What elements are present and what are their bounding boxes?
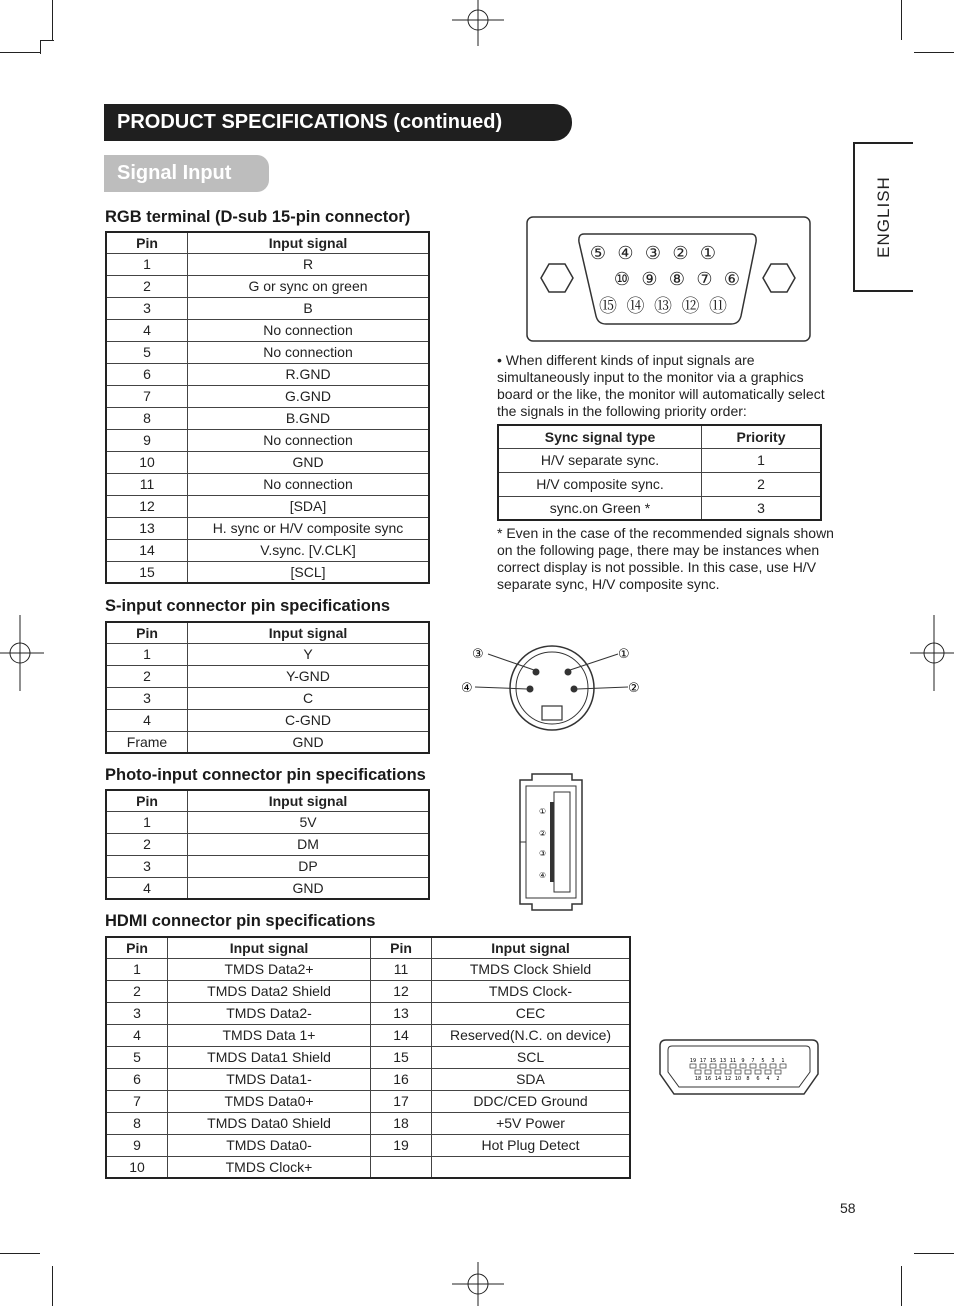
table-cell: Hot Plug Detect xyxy=(432,1134,631,1156)
hdmi-pin xyxy=(720,1064,726,1068)
table-cell: No connection xyxy=(188,429,430,451)
sinput-pin-table xyxy=(105,621,430,754)
table-cell: 5 xyxy=(106,1046,168,1068)
table-cell: G.GND xyxy=(188,385,430,407)
dsub-pin-label: ② xyxy=(672,243,689,264)
table-cell: 2 xyxy=(106,833,188,855)
hdmi-pin xyxy=(765,1070,771,1074)
hdmi-pin-label: 8 xyxy=(746,1076,750,1082)
table-cell: 1 xyxy=(702,448,822,472)
table-cell: C xyxy=(188,687,430,709)
sinput-label-3: ③ xyxy=(472,647,484,662)
hdmi-pin xyxy=(715,1070,721,1074)
hdmi-pin xyxy=(705,1070,711,1074)
hdmi-pin xyxy=(755,1070,761,1074)
table-cell: 3 xyxy=(106,687,188,709)
dsub-pin-label: ⑧ xyxy=(668,269,686,290)
table-cell: 9 xyxy=(106,429,188,451)
col-pin-header: Pin xyxy=(106,622,188,643)
table-cell: 6 xyxy=(106,363,188,385)
table-cell: H/V composite sync. xyxy=(498,472,702,496)
table-cell: TMDS Data2- xyxy=(168,1002,371,1024)
dsub-pin-label: ⑭ xyxy=(626,296,645,317)
registration-mark-bottom xyxy=(452,1262,504,1306)
table-cell: R.GND xyxy=(188,363,430,385)
table-cell: +5V Power xyxy=(432,1112,631,1134)
photo-label-4: ④ xyxy=(539,871,547,880)
table-cell: G or sync on green xyxy=(188,275,430,297)
table-cell: DM xyxy=(188,833,430,855)
col-pin-header: Pin xyxy=(106,790,188,811)
table-cell: H. sync or H/V composite sync xyxy=(188,517,430,539)
photo-label-2: ② xyxy=(539,829,547,838)
table-row xyxy=(106,709,429,731)
hdmi-pin xyxy=(690,1064,696,1068)
svideo-connector-diagram xyxy=(458,640,648,735)
hdmi-pin-label: 15 xyxy=(709,1058,717,1064)
table-row xyxy=(106,429,429,451)
priority-table xyxy=(497,424,822,521)
table-row xyxy=(106,1112,630,1134)
dsub-pin-label: ⑫ xyxy=(681,296,700,317)
table-cell: GND xyxy=(188,877,430,899)
photo-label-3: ③ xyxy=(539,849,547,858)
hdmi-pin xyxy=(740,1064,746,1068)
table-row xyxy=(106,980,630,1002)
hdmi-pin xyxy=(745,1070,751,1074)
table-cell: 4 xyxy=(106,319,188,341)
table-cell: 14 xyxy=(106,539,188,561)
table-cell: 2 xyxy=(702,472,822,496)
table-row xyxy=(106,687,429,709)
table-row xyxy=(498,472,821,496)
table-row xyxy=(106,341,429,363)
table-cell: C-GND xyxy=(188,709,430,731)
table-cell: DP xyxy=(188,855,430,877)
table-row xyxy=(106,1068,630,1090)
table-cell: 13 xyxy=(371,1002,432,1024)
table-cell: TMDS Data1 Shield xyxy=(168,1046,371,1068)
table-cell: 19 xyxy=(371,1134,432,1156)
table-row xyxy=(106,731,429,753)
sinput-label-2: ② xyxy=(628,681,640,696)
sinput-heading: S-input connector pin specifications xyxy=(105,597,391,615)
table-row xyxy=(106,253,429,275)
hdmi-pin-label: 9 xyxy=(741,1058,745,1064)
table-row xyxy=(106,363,429,385)
photo-pin-table xyxy=(105,789,430,900)
table-cell: 4 xyxy=(106,1024,168,1046)
table-cell: 3 xyxy=(702,496,822,520)
language-tab xyxy=(853,142,913,292)
table-row xyxy=(106,561,429,583)
hdmi-pin xyxy=(730,1064,736,1068)
hdmi-pin-label: 2 xyxy=(776,1076,780,1082)
rgb-heading: RGB terminal (D-sub 15-pin connector) xyxy=(105,208,411,226)
hdmi-pin-label: 14 xyxy=(714,1076,722,1082)
hdmi-pin-label: 11 xyxy=(729,1058,737,1064)
table-cell: R xyxy=(188,253,430,275)
table-cell: 5 xyxy=(106,341,188,363)
page-number: 58 xyxy=(840,1200,856,1216)
dsub-pin-label: ⑤ xyxy=(589,243,607,264)
table-cell: 6 xyxy=(106,1068,168,1090)
hdmi-pin xyxy=(695,1070,701,1074)
table-cell: TMDS Data0+ xyxy=(168,1090,371,1112)
table-cell: CEC xyxy=(432,1002,631,1024)
table-row xyxy=(106,319,429,341)
table-cell: 15 xyxy=(106,561,188,583)
hdmi-pin-table xyxy=(105,936,631,1179)
dsub-connector-diagram xyxy=(526,216,812,344)
table-cell: 1 xyxy=(106,643,188,665)
hdmi-pin-label: 10 xyxy=(734,1076,742,1082)
table-cell: 12 xyxy=(106,495,188,517)
table-cell: 3 xyxy=(106,1002,168,1024)
table-row xyxy=(106,539,429,561)
col-pin-header: Pin xyxy=(106,937,168,958)
table-cell: SDA xyxy=(432,1068,631,1090)
language-tab-label: ENGLISH xyxy=(874,176,893,258)
sinput-label-4: ④ xyxy=(461,681,473,696)
table-cell: 11 xyxy=(371,958,432,980)
page-title: PRODUCT SPECIFICATIONS (continued) xyxy=(104,104,572,141)
table-row xyxy=(106,495,429,517)
table-cell: No connection xyxy=(188,341,430,363)
table-cell: [SDA] xyxy=(188,495,430,517)
dsub-pin-label: ⑥ xyxy=(723,269,741,290)
table-cell: DDC/CED Ground xyxy=(432,1090,631,1112)
table-cell: 1 xyxy=(106,958,168,980)
table-cell: 10 xyxy=(106,1156,168,1178)
table-cell: 8 xyxy=(106,407,188,429)
table-row xyxy=(106,665,429,687)
table-cell: 2 xyxy=(106,980,168,1002)
sinput-label-1: ① xyxy=(618,647,630,662)
priority-intro: • When different kinds of input signals are simultaneously input to the monitor via a graphics board or the like, the monitor will automatically select the signals in the following priority order: xyxy=(497,352,825,419)
table-row xyxy=(106,811,429,833)
table-cell: B xyxy=(188,297,430,319)
dsub-pin-label: ① xyxy=(699,243,717,264)
table-row xyxy=(106,473,429,495)
table-cell: TMDS Data0 Shield xyxy=(168,1112,371,1134)
table-row xyxy=(106,855,429,877)
table-cell: 15 xyxy=(371,1046,432,1068)
table-cell xyxy=(371,1156,432,1178)
table-cell: TMDS Data2 Shield xyxy=(168,980,371,1002)
table-cell xyxy=(432,1156,631,1178)
table-cell: GND xyxy=(188,731,430,753)
table-cell: TMDS Clock Shield xyxy=(432,958,631,980)
hdmi-pin xyxy=(770,1064,776,1068)
table-cell: Y xyxy=(188,643,430,665)
table-cell: sync.on Green * xyxy=(498,496,702,520)
hdmi-pin-label: 6 xyxy=(756,1076,760,1082)
table-cell: 1 xyxy=(106,811,188,833)
dsub-pin-label: ⑩ xyxy=(613,269,631,290)
hdmi-heading: HDMI connector pin specifications xyxy=(105,912,376,930)
table-cell: 9 xyxy=(106,1134,168,1156)
registration-mark-top xyxy=(452,0,504,46)
table-row xyxy=(106,643,429,665)
table-row xyxy=(498,496,821,520)
table-cell: SCL xyxy=(432,1046,631,1068)
table-cell: 13 xyxy=(106,517,188,539)
hdmi-connector-diagram xyxy=(658,1038,820,1098)
table-cell: 7 xyxy=(106,385,188,407)
table-cell: 12 xyxy=(371,980,432,1002)
hdmi-pin-label: 13 xyxy=(719,1058,727,1064)
table-cell: Frame xyxy=(106,731,188,753)
hdmi-pin-label: 18 xyxy=(694,1076,702,1082)
hdmi-pin xyxy=(735,1070,741,1074)
table-row xyxy=(106,517,429,539)
table-cell: TMDS Clock- xyxy=(432,980,631,1002)
col-sync-type-header: Sync signal type xyxy=(498,425,702,448)
col-priority-header: Priority xyxy=(702,425,822,448)
hdmi-pin xyxy=(775,1070,781,1074)
table-cell: V.sync. [V.CLK] xyxy=(188,539,430,561)
table-cell: TMDS Clock+ xyxy=(168,1156,371,1178)
usb-connector-diagram xyxy=(514,772,590,912)
table-cell: No connection xyxy=(188,319,430,341)
table-cell: 10 xyxy=(106,451,188,473)
hdmi-pin-label: 17 xyxy=(699,1058,707,1064)
table-row xyxy=(106,407,429,429)
hdmi-pin-label: 4 xyxy=(766,1076,770,1082)
hdmi-pin xyxy=(780,1064,786,1068)
hdmi-pin xyxy=(700,1064,706,1068)
hdmi-pin-label: 5 xyxy=(761,1058,765,1064)
table-cell: 2 xyxy=(106,275,188,297)
table-row xyxy=(106,451,429,473)
col-signal-header: Input signal xyxy=(188,790,430,811)
dsub-pin-label: ⑬ xyxy=(654,296,672,317)
col-pin-header: Pin xyxy=(106,232,188,253)
table-row xyxy=(106,1090,630,1112)
table-cell: 11 xyxy=(106,473,188,495)
hdmi-pin-label: 3 xyxy=(771,1058,775,1064)
table-cell: 16 xyxy=(371,1068,432,1090)
table-cell: 7 xyxy=(106,1090,168,1112)
table-row xyxy=(106,1156,630,1178)
col-signal-header: Input signal xyxy=(168,937,371,958)
table-cell: 14 xyxy=(371,1024,432,1046)
dsub-pin-label: ④ xyxy=(617,243,634,264)
section-title: Signal Input xyxy=(104,155,269,192)
hdmi-pin xyxy=(750,1064,756,1068)
priority-note: * Even in the case of the recommended signals shown on the following page, there may be instances when correct display is not possible. In this case, use H/V separate sync, H/V composite sync. xyxy=(497,525,834,592)
dsub-pin-label: ⑮ xyxy=(599,296,617,317)
hdmi-pin-label: 1 xyxy=(781,1058,785,1064)
table-cell: GND xyxy=(188,451,430,473)
table-cell: 3 xyxy=(106,297,188,319)
col-signal-header-2: Input signal xyxy=(432,937,631,958)
table-cell: 18 xyxy=(371,1112,432,1134)
table-row xyxy=(106,958,630,980)
table-row xyxy=(106,1024,630,1046)
table-cell: 1 xyxy=(106,253,188,275)
table-row xyxy=(106,833,429,855)
table-cell: 2 xyxy=(106,665,188,687)
table-cell: 5V xyxy=(188,811,430,833)
table-cell: TMDS Data 1+ xyxy=(168,1024,371,1046)
table-cell: No connection xyxy=(188,473,430,495)
hdmi-pin xyxy=(760,1064,766,1068)
table-row xyxy=(106,1134,630,1156)
table-cell: Y-GND xyxy=(188,665,430,687)
table-row xyxy=(106,275,429,297)
table-row xyxy=(106,1002,630,1024)
table-row xyxy=(106,297,429,319)
table-cell: B.GND xyxy=(188,407,430,429)
table-cell: TMDS Data2+ xyxy=(168,958,371,980)
table-row xyxy=(498,448,821,472)
col-signal-header: Input signal xyxy=(188,232,430,253)
table-cell: 17 xyxy=(371,1090,432,1112)
registration-mark-right xyxy=(910,615,954,691)
hdmi-pin-label: 7 xyxy=(751,1058,755,1064)
table-row xyxy=(106,877,429,899)
col-signal-header: Input signal xyxy=(188,622,430,643)
table-cell: H/V separate sync. xyxy=(498,448,702,472)
hdmi-pin-label: 19 xyxy=(689,1058,697,1064)
registration-mark-left xyxy=(0,615,44,691)
table-cell: 3 xyxy=(106,855,188,877)
hdmi-pin xyxy=(725,1070,731,1074)
table-cell: 4 xyxy=(106,877,188,899)
dsub-pin-label: ③ xyxy=(644,243,662,264)
col-pin-header-2: Pin xyxy=(371,937,432,958)
hdmi-pin-label: 12 xyxy=(724,1076,732,1082)
dsub-pin-label: ⑪ xyxy=(709,296,727,317)
table-cell: TMDS Data1- xyxy=(168,1068,371,1090)
hdmi-pin xyxy=(710,1064,716,1068)
table-cell: Reserved(N.C. on device) xyxy=(432,1024,631,1046)
table-cell: 4 xyxy=(106,709,188,731)
table-cell: 8 xyxy=(106,1112,168,1134)
table-cell: TMDS Data0- xyxy=(168,1134,371,1156)
dsub-pin-label: ⑦ xyxy=(696,269,713,290)
photo-heading: Photo-input connector pin specifications xyxy=(105,766,426,784)
hdmi-pin-label: 16 xyxy=(704,1076,712,1082)
table-row xyxy=(106,385,429,407)
photo-label-1: ① xyxy=(539,807,547,816)
dsub-pin-label: ⑨ xyxy=(641,269,658,290)
rgb-pin-table xyxy=(105,231,430,584)
table-cell: [SCL] xyxy=(188,561,430,583)
table-row xyxy=(106,1046,630,1068)
